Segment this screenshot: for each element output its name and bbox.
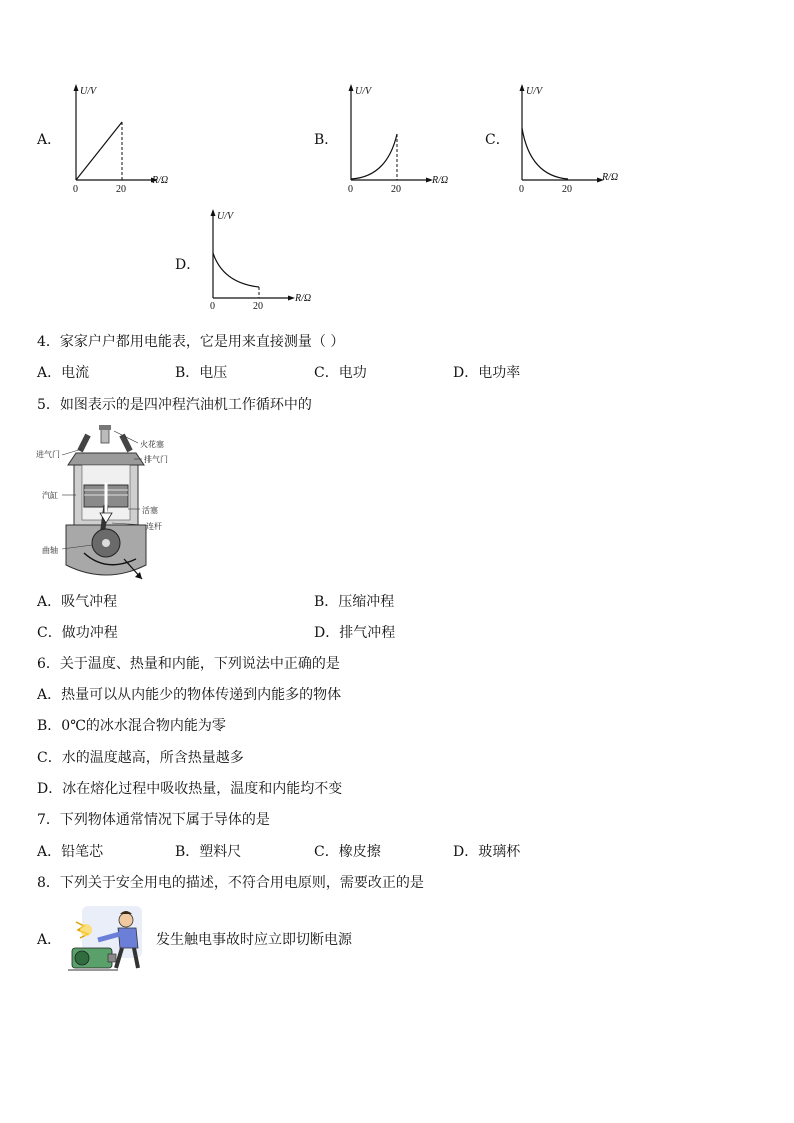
label-intake-valve: 进气门 bbox=[36, 450, 60, 459]
label-spark-plug: 火花塞 bbox=[140, 440, 164, 449]
label-crankshaft: 曲轴 bbox=[42, 546, 58, 555]
q4-option-a[interactable]: A．电流 bbox=[37, 365, 90, 381]
label-cylinder: 汽缸 bbox=[42, 491, 58, 500]
q5-option-d[interactable]: D．排气冲程 bbox=[314, 625, 396, 641]
graph-a bbox=[60, 82, 190, 198]
q7-option-a[interactable]: A．铅笔芯 bbox=[37, 844, 104, 860]
q7-option-d[interactable]: D．玻璃杯 bbox=[453, 844, 521, 860]
graph-d-curve bbox=[213, 253, 259, 287]
q6-option-a[interactable]: A．热量可以从内能少的物体传递到内能多的物体 bbox=[37, 687, 342, 703]
graph-c-xlabel: R/Ω bbox=[602, 172, 619, 183]
q7-stem: 7．下列物体通常情况下属于导体的是 bbox=[37, 812, 270, 828]
graph-c bbox=[506, 82, 636, 198]
q4-option-b[interactable]: B．电压 bbox=[175, 365, 228, 381]
graph-d-xlabel: R/Ω bbox=[295, 293, 312, 304]
graph-c-ylabel: U/V bbox=[526, 86, 543, 97]
q4-stem: 4．家家户户都用电能表，它是用来直接测量（ ） bbox=[37, 334, 345, 350]
label-piston: 活塞 bbox=[142, 506, 158, 515]
option-c-letter: C． bbox=[485, 132, 510, 148]
graph-c-curve bbox=[522, 128, 568, 179]
q7-option-c[interactable]: C．橡皮擦 bbox=[314, 844, 381, 860]
graph-a-curve bbox=[76, 122, 122, 180]
q6-option-d[interactable]: D．冰在熔化过程中吸收热量，温度和内能均不变 bbox=[37, 781, 343, 797]
graph-d-origin: 0 bbox=[210, 301, 215, 312]
graph-d-ylabel: U/V bbox=[217, 211, 234, 222]
q6-option-b[interactable]: B．0℃的冰水混合物内能为零 bbox=[37, 718, 226, 734]
q5-option-c[interactable]: C．做功冲程 bbox=[37, 625, 118, 641]
graph-c-origin: 0 bbox=[519, 184, 524, 195]
graph-c-tick: 20 bbox=[562, 184, 572, 195]
graph-b-tick: 20 bbox=[391, 184, 401, 195]
graph-b-xlabel: R/Ω bbox=[432, 175, 449, 186]
graph-b-origin: 0 bbox=[348, 184, 353, 195]
electric-shock-illustration bbox=[68, 904, 150, 974]
q7-option-b[interactable]: B．塑料尺 bbox=[175, 844, 242, 860]
graph-a-tick: 20 bbox=[116, 184, 126, 195]
graph-d-tick: 20 bbox=[253, 301, 263, 312]
q4-option-c[interactable]: C．电功 bbox=[314, 365, 367, 381]
option-d-letter: D． bbox=[175, 257, 201, 273]
q5-option-a[interactable]: A．吸气冲程 bbox=[37, 594, 118, 610]
graph-d bbox=[197, 207, 327, 323]
option-a-letter: A． bbox=[37, 132, 62, 148]
option-b-letter: B． bbox=[314, 132, 339, 148]
q8-option-a-caption: 发生触电事故时应立即切断电源 bbox=[156, 932, 352, 948]
label-connecting-rod: 连杆 bbox=[146, 522, 162, 531]
q8-option-a-letter[interactable]: A． bbox=[37, 932, 62, 948]
graph-b bbox=[335, 82, 465, 198]
graph-b-curve bbox=[351, 134, 397, 179]
q5-stem: 5．如图表示的是四冲程汽油机工作循环中的 bbox=[37, 397, 312, 413]
graph-a-ylabel: U/V bbox=[80, 86, 97, 97]
q4-option-d[interactable]: D．电功率 bbox=[453, 365, 521, 381]
graph-b-ylabel: U/V bbox=[355, 86, 372, 97]
q5-option-b[interactable]: B．压缩冲程 bbox=[314, 594, 395, 610]
q6-option-c[interactable]: C．水的温度越高，所含热量越多 bbox=[37, 750, 244, 766]
q6-stem: 6．关于温度、热量和内能，下列说法中正确的是 bbox=[37, 656, 340, 672]
engine-figure bbox=[36, 425, 186, 585]
graph-a-xlabel: R/Ω bbox=[152, 175, 169, 186]
graph-a-origin: 0 bbox=[73, 184, 78, 195]
q8-stem: 8．下列关于安全用电的描述，不符合用电原则，需要改正的是 bbox=[37, 875, 424, 891]
label-exhaust-valve: 排气门 bbox=[144, 455, 168, 464]
